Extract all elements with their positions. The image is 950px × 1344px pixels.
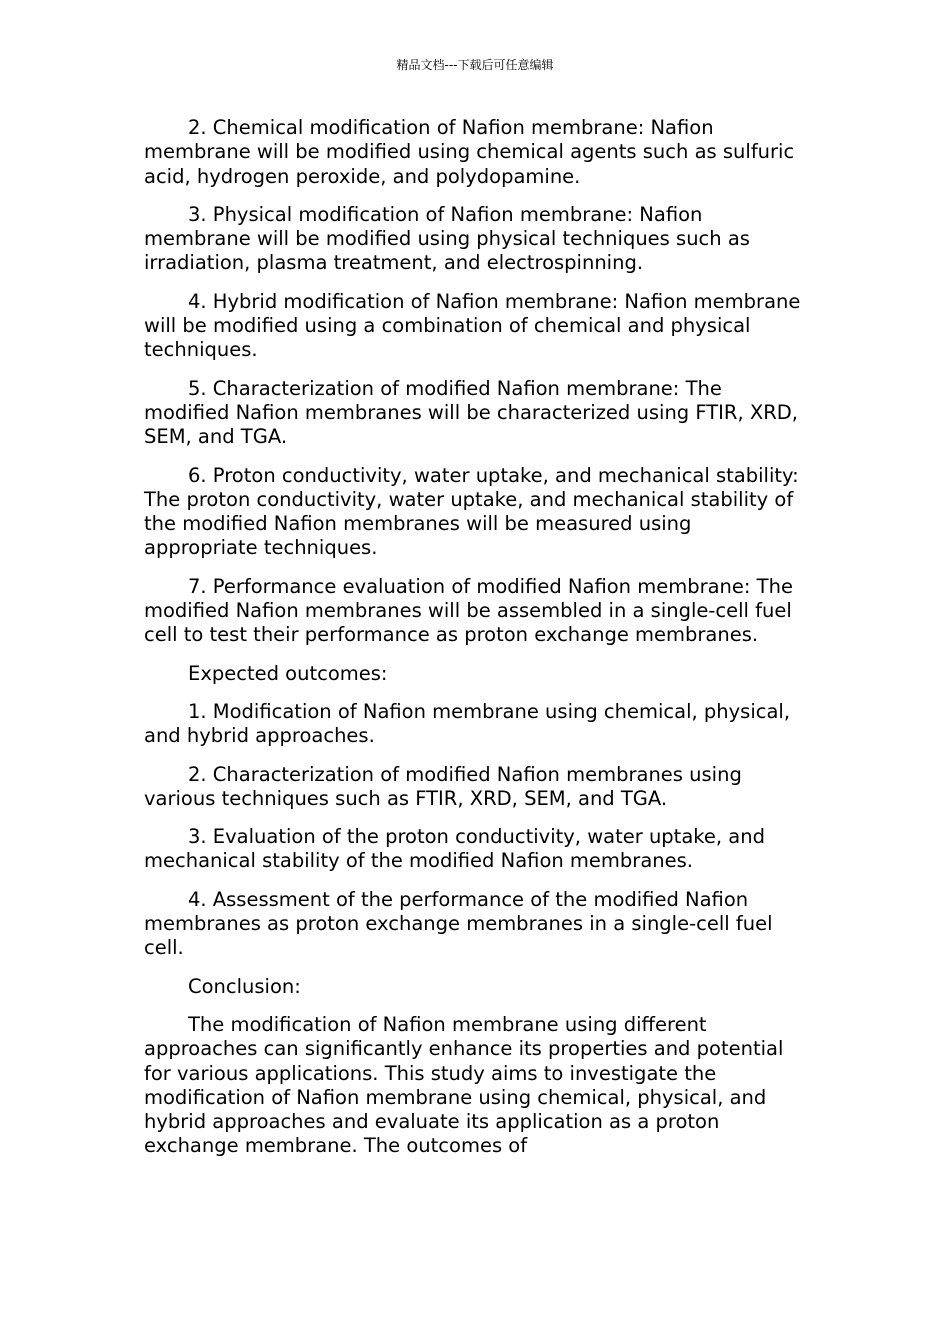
document-body [144,116,804,1159]
paragraph-outcome-4: 4. Assessment of the performance of the modified Nafion membranes as proton exchange membranes in a single-cell fuel cell. [144,887,773,960]
paragraph-method-7-performance: 7. Performance evaluation of modified Nafion membrane: The modified Nafion membranes will be assembled in a single-cell fuel cell to test their performance as proton exchange membranes. [144,574,793,647]
page-header: 精品文档---下载后可任意编辑 [396,58,554,72]
paragraph-outcome-3: 3. Evaluation of the proton conductivity, water uptake, and mechanical stability of the modified Nafion membranes. [144,825,765,873]
paragraph-method-6-conductivity: 6. Proton conductivity, water uptake, and mechanical stability: The proton conductivity, water uptake, and mechanical stability of the modified Nafion membranes will be measured using appropriate techniques. [144,463,799,560]
paragraph-outcome-1: 1. Modification of Nafion membrane using chemical, physical, and hybrid approaches. [144,699,791,748]
paragraph-method-5-characterization: 5. Characterization of modified Nafion membrane: The modified Nafion membranes will be characterized using FTIR, XRD, SEM, and TGA. [144,376,798,449]
paragraph-method-2-chemical: 2. Chemical modification of Nafion membrane: Nafion membrane will be modified using chemical agents such as sulfuric acid, hydrogen peroxide, and polydopamine. [144,116,795,188]
section-heading-expected-outcomes: Expected outcomes: [188,661,388,685]
paragraph-method-4-hybrid: 4. Hybrid modification of Nafion membrane: Nafion membrane will be modified using a combination of chemical and physical techniques. [144,289,801,362]
paragraph-outcome-2: 2. Characterization of modified Nafion membranes using various techniques such as FTIR, XRD, SEM, and TGA. [144,762,742,810]
section-heading-conclusion: Conclusion: [188,974,301,998]
paragraph-conclusion: The modification of Nafion membrane using different approaches can significantly enhance its properties and potential for various applications. This study aims to investigate the modification of Nafion membrane using chemical, physical, and hybrid approaches and evaluate its application as a proton exchange membrane. The outcomes of [144,1012,784,1158]
paragraph-method-3-physical: 3. Physical modification of Nafion membrane: Nafion membrane will be modified using physical techniques such as irradiation, plasma treatment, and electrospinning. [144,202,750,275]
